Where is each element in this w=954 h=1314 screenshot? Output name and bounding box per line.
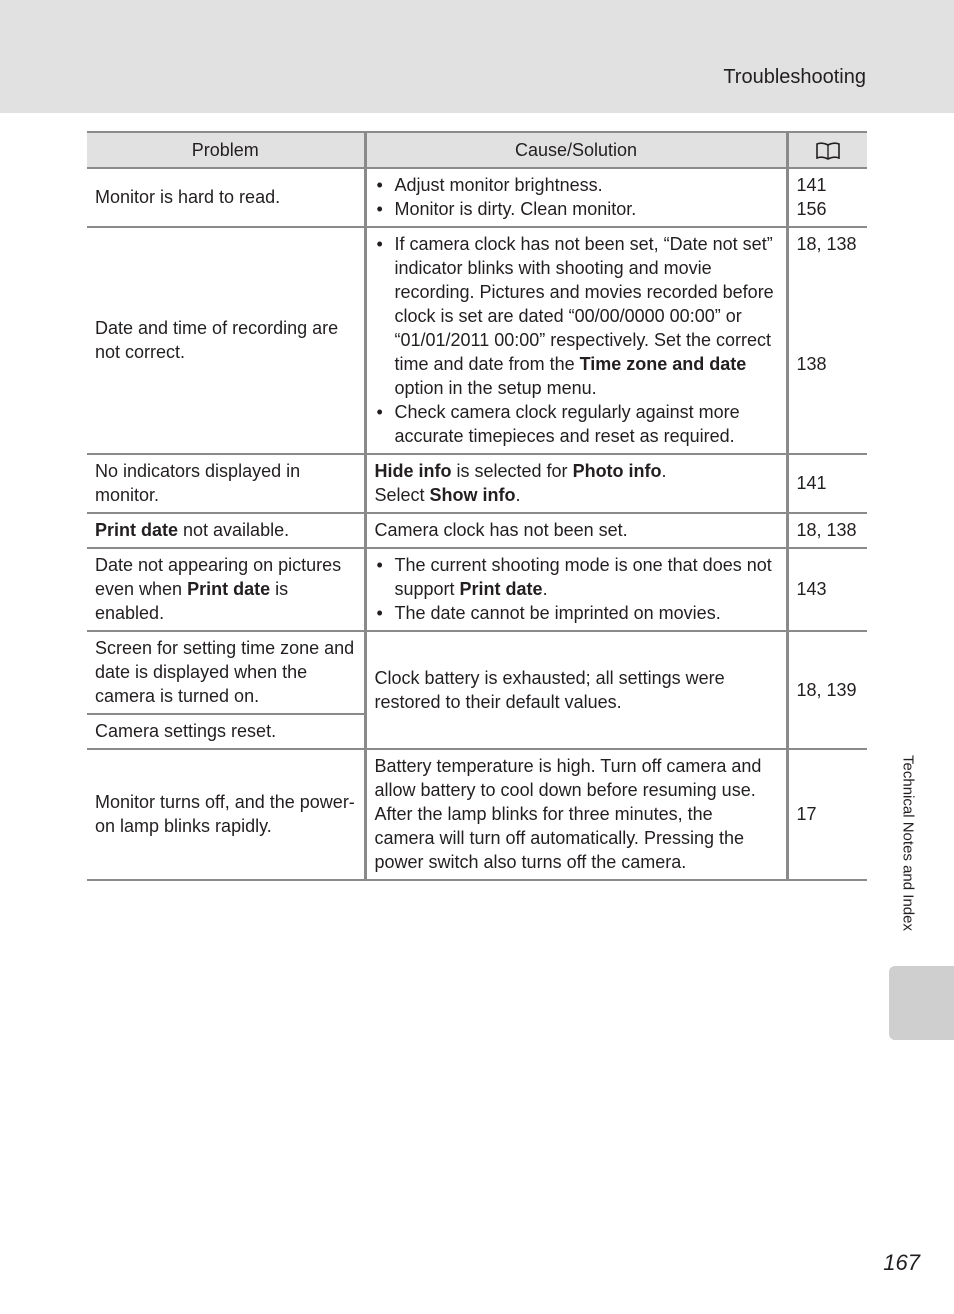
- problem-cell: Monitor is hard to read.: [87, 168, 365, 227]
- problem-cell: Camera settings reset.: [87, 714, 365, 749]
- table-row: [87, 749, 867, 880]
- section-title: Troubleshooting: [723, 66, 866, 88]
- side-tab-label: Technical Notes and Index: [899, 755, 917, 931]
- cause-bullet: [375, 553, 778, 601]
- table-row: [87, 548, 867, 631]
- cause-text: If camera clock has not been set, “Date not set” indicator blinks with shooting and movie recording. Pictures and movies recorded before clock is set are dated “00/00/0000 00:00” or “01/01/2011 00:00” respectively. Set the correct time and date from the: [394, 234, 774, 374]
- cause-bullet: • Adjust monitor brightness.: [375, 173, 778, 197]
- reference-cell: 143: [787, 548, 867, 631]
- problem-cell: [87, 513, 365, 548]
- setting-name-print-date: Print date: [95, 520, 179, 540]
- reference-cell: 18, 138: [787, 513, 867, 548]
- cause-text: .: [542, 579, 548, 599]
- reference-cell: 17: [787, 749, 867, 880]
- setting-name-show-info: Show info: [429, 485, 516, 505]
- cause-cell: Clock battery is exhausted; all settings were restored to their default values.: [365, 631, 787, 749]
- cause-bullet: • Monitor is dirty. Clean monitor.: [375, 197, 778, 221]
- cause-cell: [365, 454, 787, 513]
- cause-bullet: [375, 232, 778, 400]
- setting-name-print-date: Print date: [459, 579, 543, 599]
- table-row: [87, 168, 867, 227]
- table-row: [87, 631, 867, 714]
- table-header-row: [87, 132, 867, 168]
- reference-cell: [787, 168, 867, 227]
- table-row: [87, 513, 867, 548]
- problem-cell: [87, 548, 365, 631]
- problem-text: Date not appearing on pictures even when: [95, 555, 342, 599]
- cause-cell: [365, 548, 787, 631]
- page-number: 167: [883, 1250, 920, 1275]
- cause-text: .: [515, 485, 521, 505]
- setting-name-time-zone-and-date: Time zone and date: [579, 354, 747, 374]
- reference-page: 138: [796, 354, 827, 374]
- header-cause-solution: Cause/Solution: [365, 132, 787, 168]
- cause-text: .: [661, 461, 667, 481]
- cause-bullet: • Check camera clock regularly against more accurate timepieces and reset as required.: [375, 400, 778, 448]
- reference-cell: 141: [787, 454, 867, 513]
- side-tab-marker: [889, 966, 954, 1040]
- header-problem: Problem: [87, 132, 365, 168]
- cause-bullet: • The date cannot be imprinted on movies.: [375, 601, 778, 625]
- table-row: [87, 454, 867, 513]
- setting-name-print-date: Print date: [187, 579, 271, 599]
- problem-text: not available.: [178, 520, 290, 540]
- cause-text: option in the setup menu.: [394, 378, 597, 398]
- header-band: [0, 0, 954, 113]
- cause-text: Select: [374, 485, 430, 505]
- book-reference-icon: [815, 141, 841, 161]
- cause-cell: [365, 227, 787, 454]
- reference-page: 141: [796, 175, 827, 195]
- header-reference: [787, 132, 867, 168]
- reference-cell: 18, 139: [787, 631, 867, 749]
- cause-text: The current shooting mode is one that does not support: [394, 555, 772, 599]
- cause-line: [375, 483, 778, 507]
- problem-text: is enabled.: [95, 579, 289, 623]
- cause-cell: [365, 168, 787, 227]
- setting-name-hide-info: Hide info: [374, 461, 452, 481]
- problem-cell: Date and time of recording are not correct.: [87, 227, 365, 454]
- cause-line: [375, 459, 778, 483]
- table-row: [87, 227, 867, 454]
- reference-page: 156: [796, 199, 827, 219]
- cause-cell: Battery temperature is high. Turn off camera and allow battery to cool down before resuming use. After the lamp blinks for three minutes, the camera will turn off automatically. Pressing the power switch also turns off the camera.: [365, 749, 787, 880]
- reference-spacer: [797, 256, 860, 352]
- problem-cell: No indicators displayed in monitor.: [87, 454, 365, 513]
- reference-cell: [787, 227, 867, 454]
- cause-text: is selected for: [451, 461, 573, 481]
- problem-cell: Screen for setting time zone and date is displayed when the camera is turned on.: [87, 631, 365, 714]
- problem-cell: Monitor turns off, and the power-on lamp blinks rapidly.: [87, 749, 365, 880]
- setting-name-photo-info: Photo info: [572, 461, 662, 481]
- reference-page: 18, 138: [796, 234, 857, 254]
- cause-cell: Camera clock has not been set.: [365, 513, 787, 548]
- troubleshooting-table: [87, 131, 867, 881]
